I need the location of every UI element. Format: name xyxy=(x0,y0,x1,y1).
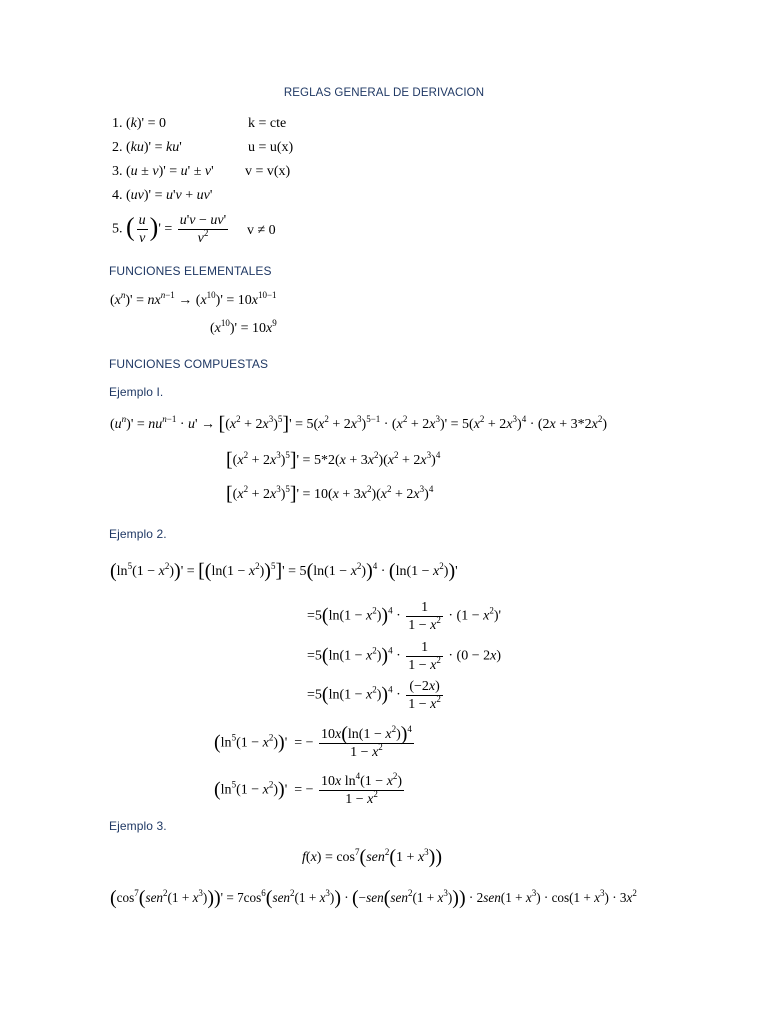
rule-2-condition: u = u(x) xyxy=(248,140,294,155)
example-3-label: Ejemplo 3. xyxy=(109,819,167,833)
example-1-label: Ejemplo I. xyxy=(109,385,164,399)
rule-5-condition: v ≠ 0 xyxy=(247,223,276,238)
section-funciones-elementales: FUNCIONES ELEMENTALES xyxy=(109,264,272,278)
example-1-line-2: $[(x^2 + 2x^3)^5]' = 5*2(x + 3x^2)(x^2 + 2x^3)^4$ xyxy=(226,449,441,471)
rule-3-condition: v = v(x) xyxy=(245,164,291,179)
section-funciones-compuestas: FUNCIONES COMPUESTAS xyxy=(109,357,269,371)
rule-2: 2. (ku)' = ku' xyxy=(112,140,182,155)
example-3-function: $f(x) = \cos^7(sen^2(1 + x^3))$ xyxy=(302,846,442,868)
example-2-line-5: $(\ln^5(1 - x^2))'$ = − $\frac{10x(\ln(1 - x^2))^4}{1 - x^2}$ xyxy=(214,723,412,760)
example-2-label: Ejemplo 2. xyxy=(109,527,167,541)
power-rule-result: $(x^{10})' = 10x^9$ xyxy=(210,318,277,336)
example-2-line-6: $(\ln^5(1 - x^2))'$ = − $\frac{10x \ln^4(1 - x^2)}{1 - x^2}$ xyxy=(214,771,403,807)
example-1-line-3: $[(x^2 + 2x^3)^5]' = 10(x + 3x^2)(x^2 + 2x^3)^4$ xyxy=(226,483,434,505)
rule-5: 5. ( $\frac{u}{v}$ )' = $\frac{u'v - uv'}{v^2}$ xyxy=(112,212,227,246)
example-2-line-1: $(\ln^5(1 - x^2))' = [(\ln(1 - x^2))^5]' = 5(\ln(1 - x^2))^4 \cdot (\ln(1 - x^2))'$ xyxy=(110,560,458,582)
example-2-line-4: $=5(\ln(1 - x^2))^4$ · $\frac{(-2x)}{1 - x^2}$ xyxy=(307,679,441,712)
rule-1-condition: k = cte xyxy=(248,116,287,131)
example-2-line-3: $=5(\ln(1 - x^2))^4$ · $\frac{1}{1 - x^2}$ · (0 − 2x) xyxy=(307,640,502,673)
rule-1: 1. (k)' = 0 xyxy=(112,116,166,131)
page-title: REGLAS GENERAL DE DERIVACION xyxy=(283,87,485,99)
example-3-derivative: $(\cos^7(sen^2(1 + x^3)))' = 7\cos^6(sen^2(1 + x^3)) \cdot (-sen(sen^2(1 + x^3))) \cdot 2sen(1 + x^3) \cdot \cos(1 + x^3) \cdot 3x^2$ xyxy=(110,887,637,909)
example-1-line-1: $(u^n)' = nu^{n-1} \cdot u' \to [(x^2 + 2x^3)^5]' = 5(x^2 + 2x^3)^{5-1} \cdot (x^2 + 2x^3)' = 5(x^2 + 2x^3)^4 \cdot (2x + 3*2x^2)$ xyxy=(110,413,608,435)
rule-3: 3. (u ± v)' = u' ± v' xyxy=(112,164,214,179)
example-2-line-2: $=5(\ln(1 - x^2))^4$ · $\frac{1}{1 - x^2}$ · $(1 - x^2)'$ xyxy=(307,600,502,633)
power-rule-equation: $(x^n)' = nx^{n-1} \to (x^{10})' = 10x^{10-1}$ xyxy=(110,290,277,308)
rule-4: 4. (uv)' = u'v + uv' xyxy=(112,188,213,203)
